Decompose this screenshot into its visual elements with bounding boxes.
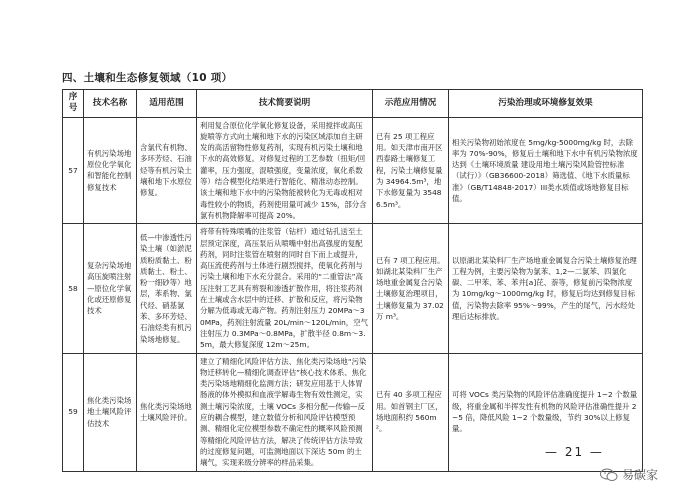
row-number: 58 xyxy=(63,224,84,353)
header-effect: 污染治理或环境修复效果 xyxy=(449,90,643,118)
section-title: 四、土壤和生态修复领域（10 项） xyxy=(62,72,233,84)
table-row xyxy=(63,224,643,353)
page-number: — 21 — xyxy=(545,445,604,459)
description-cell: 建立了精细化风险评估方法、焦化类污染场地“污染物迁移转化—精细化调查评估”核心技术体系、焦化类污染场地精细化监测方法；研发应用基于人体胃肠液的体外模拟和血液学解毒生物有效性测定，实测土壤污染浓度，土壤 VOCs 多相分配—传输—反应的耦合模型，建立数值分析和风险评估模型预测、精细化定位模型参数不确定性的概率风险预测等精细化风险评估方法，解决了传统评估方法导致的过度修复问题，可监测地面以下深达 50m 的土壤气，实现来级分辨率的样品采集。 xyxy=(197,353,373,471)
row-number: 59 xyxy=(63,353,84,471)
effect-cell: 以原湖北某染料厂生产场地重金属复合污染土壤修复治理工程为例，主要污染物为氯苯、1,2—二氯苯、四氯化碳、二甲苯、苯、苯并[a]芘、萘等，修复前污染物浓度为 10mg/kg～1000mg/kg 时，修复后均达到修复目标值，污染物去除率 95%～99%，产生的尾气，污水经处理后达标排放。 xyxy=(449,224,643,353)
demo-cell: 已有 25 项工程应用。如天津市南开区西泰路土壤修复工程，污染土壤修复量为 34964.5m³，地下水修复量为 35486.5m³。 xyxy=(373,117,449,224)
technology-table xyxy=(62,89,643,472)
demo-cell: 已有 40 多项工程应用。如首钢主厂区，场地面积约 560m²。 xyxy=(373,353,449,471)
scope-cell: 焦化类污染场地土壤风险评价。 xyxy=(137,353,197,471)
demo-cell: 已有 7 项工程应用。如湖北某染料厂生产场地重金属复合污染土壤修复治理项目，土壤修复量为 37.02 万 m³。 xyxy=(373,224,449,353)
description-cell: 将带有特殊喷嘴的注浆管（钻杆）通过钻孔送至土层预定深度，高压泵后从喷嘴中射出高强度的复配药剂，同时注浆管在喷射的同时自下而上或提升，高压流使药剂与土体进行剧烈搅拌，使氧化药剂与污染土壤和地下水充分混合。采用的“二重管法”高压注射工艺具有剪裂和渗透扩散作用，将注浆药剂在土壤或含水层中的迁移、扩散和反应，将污染物分解为低毒或无毒产物。药剂注射压力 20MPa～30MPa，药剂注射流量 20L/min～120L/min，空气注射压力 0.3MPa～0.8MPa，扩散半径 0.8m～3.5m，最大修复深度 12m～25m。 xyxy=(197,224,373,353)
effect-cell: 相关污染物初始浓度在 5mg/kg-5000mg/kg 时，去除率为 70%-90%，修复后土壤和地下水中有机污染物浓度达到《土壤环境质量 建设用地土壤污染风险管控标准（试行）》（GB36600-2018）筛选值、《地下水质量标准》（GB/T14848-2017）III类水质值或场地修复目标值。 xyxy=(449,117,643,224)
tech-name: 有机污染场地原位化学氧化和智能化控制修复技术 xyxy=(84,117,137,224)
tech-name: 焦化类污染场地土壤风险评估技术 xyxy=(84,353,137,471)
row-number: 57 xyxy=(63,117,84,224)
header-demo: 示范应用情况 xyxy=(373,90,449,118)
table-row xyxy=(63,117,643,224)
watermark xyxy=(600,466,658,483)
header-scope: 适用范围 xyxy=(137,90,197,118)
wechat-logo-icon xyxy=(600,468,618,482)
tech-name: 复杂污染场地高压旋喷注射—原位化学氧化或还原修复技术 xyxy=(84,224,137,353)
scope-cell: 低—中渗透性污染土壤（如淤泥质粉质黏土、粉质黏土、粉土、粉一细砂等）地层，苯系物、氯代烃、硝基氯苯、多环芳烃、石油烃类有机污染场地修复。 xyxy=(137,224,197,353)
header-tech-name: 技术名称 xyxy=(84,90,137,118)
table-header-row xyxy=(63,90,643,118)
scope-cell: 含氯代有机物、多环芳烃、石油烃等有机污染土壤和地下水原位修复。 xyxy=(137,117,197,224)
description-cell: 利用复合原位化学氧化修复设备，采用搅拌或高压旋喷等方式向土壤和地下水的污染区域添加自主研发的高活留物性修复药剂，实现有机污染土壤和地下水的高效修复。对修复过程的工艺参数（扭矩/回灌率，压力强度，混喷强度，变量浓度，氧化系数等）结合模型化结果进行智能化、精准动态控制。该土壤和地下水中的污染物能被转化为无毒或相对毒性较小的物质，药剂使用量可减少 15%，部分含氯有机物降解率可提高 20%。 xyxy=(197,117,373,224)
header-description: 技术简要说明 xyxy=(197,90,373,118)
watermark-text: 易碳家 xyxy=(622,468,659,482)
effect-cell: 可将 VOCs 类污染物的风险评估准确度提升 1~2 个数量级，将重金属和半挥发性有机物的风险评估准确性提升 2~5 倍，降低风险 1~2 个数量级，节约 30%以上修复量。 xyxy=(449,353,643,471)
header-no: 序号 xyxy=(63,90,84,118)
